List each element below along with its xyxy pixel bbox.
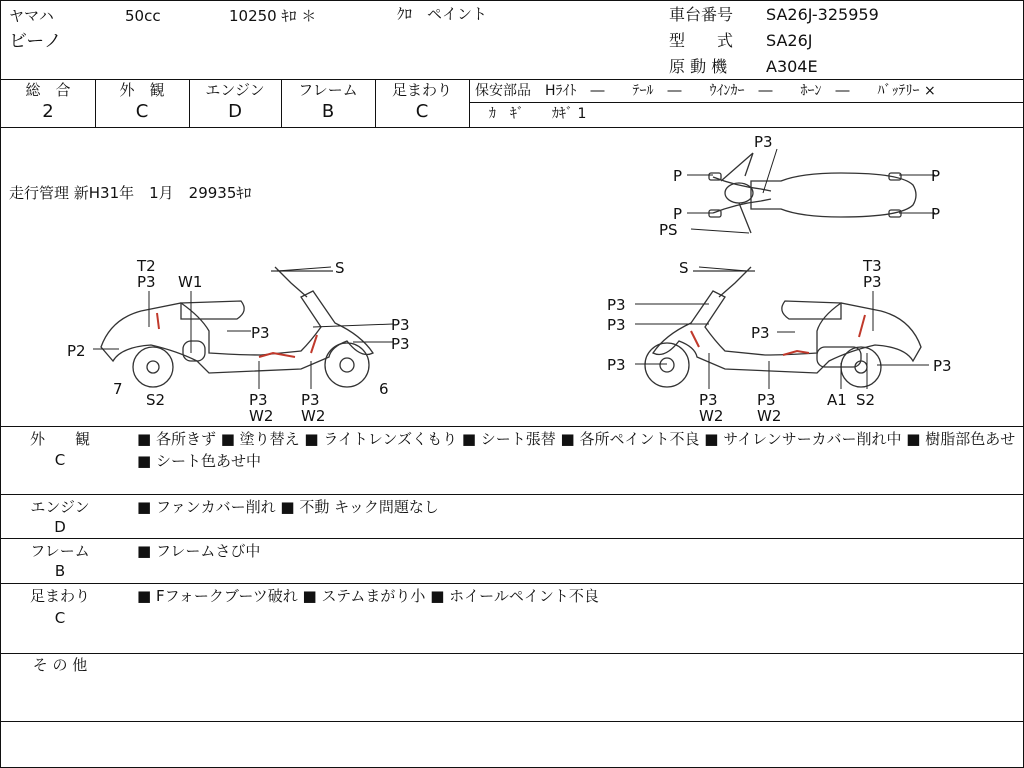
diagram-label: P3 [301, 391, 320, 409]
model-name: ビーノ [9, 31, 62, 52]
divider [469, 102, 1024, 103]
diagram-label: W2 [699, 407, 724, 425]
engine-value: A304E [766, 57, 818, 76]
rating-label: フレーム [298, 81, 358, 99]
diagram-label: P3 [251, 324, 270, 342]
section-grade: C [54, 451, 66, 469]
diagram-label: P3 [699, 391, 718, 409]
type-label: 型 式 [669, 31, 734, 50]
diagram-label: P3 [137, 273, 156, 291]
diagram-label: 7 [113, 380, 123, 398]
color-paint: ｸﾛ ペイント [397, 5, 488, 23]
diagram-label: W2 [301, 407, 326, 425]
divider [281, 79, 282, 127]
section-exterior [1, 426, 1024, 494]
engine-label: 原 動 機 [669, 57, 728, 76]
mileage-paint: 10250 ｷﾛ ＊ [229, 7, 317, 25]
section-title: エンジン [30, 498, 90, 516]
diagram-label: A1 [827, 391, 847, 409]
diagram-label: T3 [863, 257, 882, 275]
maker: ヤマハ [9, 7, 54, 25]
diagram-label: P3 [757, 391, 776, 409]
diagram-label: P3 [391, 335, 410, 353]
diagram-label: P [931, 205, 941, 223]
diagram-label: P3 [607, 296, 626, 314]
diagram-label: W2 [249, 407, 274, 425]
section-title: そ の 他 [32, 656, 88, 674]
diagram-label: P [673, 167, 683, 185]
diagram-label: S2 [856, 391, 876, 409]
chassis-value: SA26J-325959 [766, 5, 879, 24]
rating-value: 2 [42, 101, 54, 122]
key-info: ｶ ｷﾞ ｶｷﾞ 1 [489, 106, 587, 122]
diagram-label: P3 [607, 316, 626, 334]
rating-overall [1, 79, 95, 127]
section-grade: B [54, 562, 66, 580]
diagram-label: P3 [391, 316, 410, 334]
section-title: 足まわり [29, 587, 90, 605]
section-other [1, 653, 1024, 721]
section-title: 外 観 [29, 430, 90, 448]
rating-label: エンジン [205, 81, 265, 99]
displacement: 50cc [125, 7, 161, 25]
divider [1, 721, 1024, 722]
rating-suspension [375, 79, 469, 127]
type-value: SA26J [766, 31, 813, 50]
section-title: フレーム [30, 542, 90, 560]
divider [375, 79, 376, 127]
rating-exterior [95, 79, 189, 127]
diagram-label: PS [659, 221, 678, 239]
diagram-label: P [673, 205, 683, 223]
diagram-label: P [931, 167, 941, 185]
section-frame [1, 538, 1024, 583]
diagram-label: 6 [379, 380, 389, 398]
rating-value: C [135, 101, 149, 122]
odometer-note: 走行管理 新H31年 1月 29935ｷﾛ [9, 184, 252, 202]
section-text: ■ 各所きず ■ 塗り替え ■ ライトレンズくもり ■ シート張替 ■ 各所ペイント不良 ■ サイレンサーカバー削れ中 ■ 樹脂部色あせ ■ シート色あせ中 [137, 430, 1016, 470]
rating-label: 足まわり [391, 81, 452, 99]
safety-parts: 保安部品 Hﾗｲﾄ ― ﾃｰﾙ ― ｳｲﾝｶｰ ― ﾎｰﾝ ― ﾊﾞｯﾃﾘｰ × [475, 83, 936, 99]
divider [189, 79, 190, 127]
rating-label: 総 合 [25, 81, 71, 99]
diagram-label: W1 [178, 273, 203, 291]
diagram-label: P3 [933, 357, 952, 375]
diagram-label: S [335, 259, 345, 277]
diagram-label: S2 [146, 391, 166, 409]
chassis-label: 車台番号 [669, 5, 734, 24]
section-text: ■ Fフォークブーツ破れ ■ ステムまがり小 ■ ホイールペイント不良 [137, 587, 599, 605]
divider [95, 79, 96, 127]
diagram-label: P3 [754, 133, 773, 151]
diagram-label: P3 [751, 324, 770, 342]
diagram-label: P3 [607, 356, 626, 374]
damage-diagram [1, 127, 1024, 427]
section-text: ■ フレームさび中 [137, 542, 261, 560]
rating-label: 外 観 [119, 81, 165, 99]
section-grade: C [54, 609, 66, 627]
rating-value: D [228, 101, 242, 122]
diagram-label: T2 [137, 257, 156, 275]
rating-engine [189, 79, 281, 127]
section-text: ■ ファンカバー削れ ■ 不動 キック問題なし [137, 498, 439, 516]
section-engine [1, 494, 1024, 538]
rating-frame [281, 79, 375, 127]
rating-value: B [321, 101, 335, 122]
section-suspension [1, 583, 1024, 653]
diagram-label: S [679, 259, 689, 277]
diagram-label: W2 [757, 407, 782, 425]
diagram-label: P3 [249, 391, 268, 409]
diagram-label: P2 [67, 342, 86, 360]
rating-value: C [415, 101, 429, 122]
section-grade: D [54, 518, 66, 536]
divider [469, 79, 470, 127]
diagram-label: P3 [863, 273, 882, 291]
